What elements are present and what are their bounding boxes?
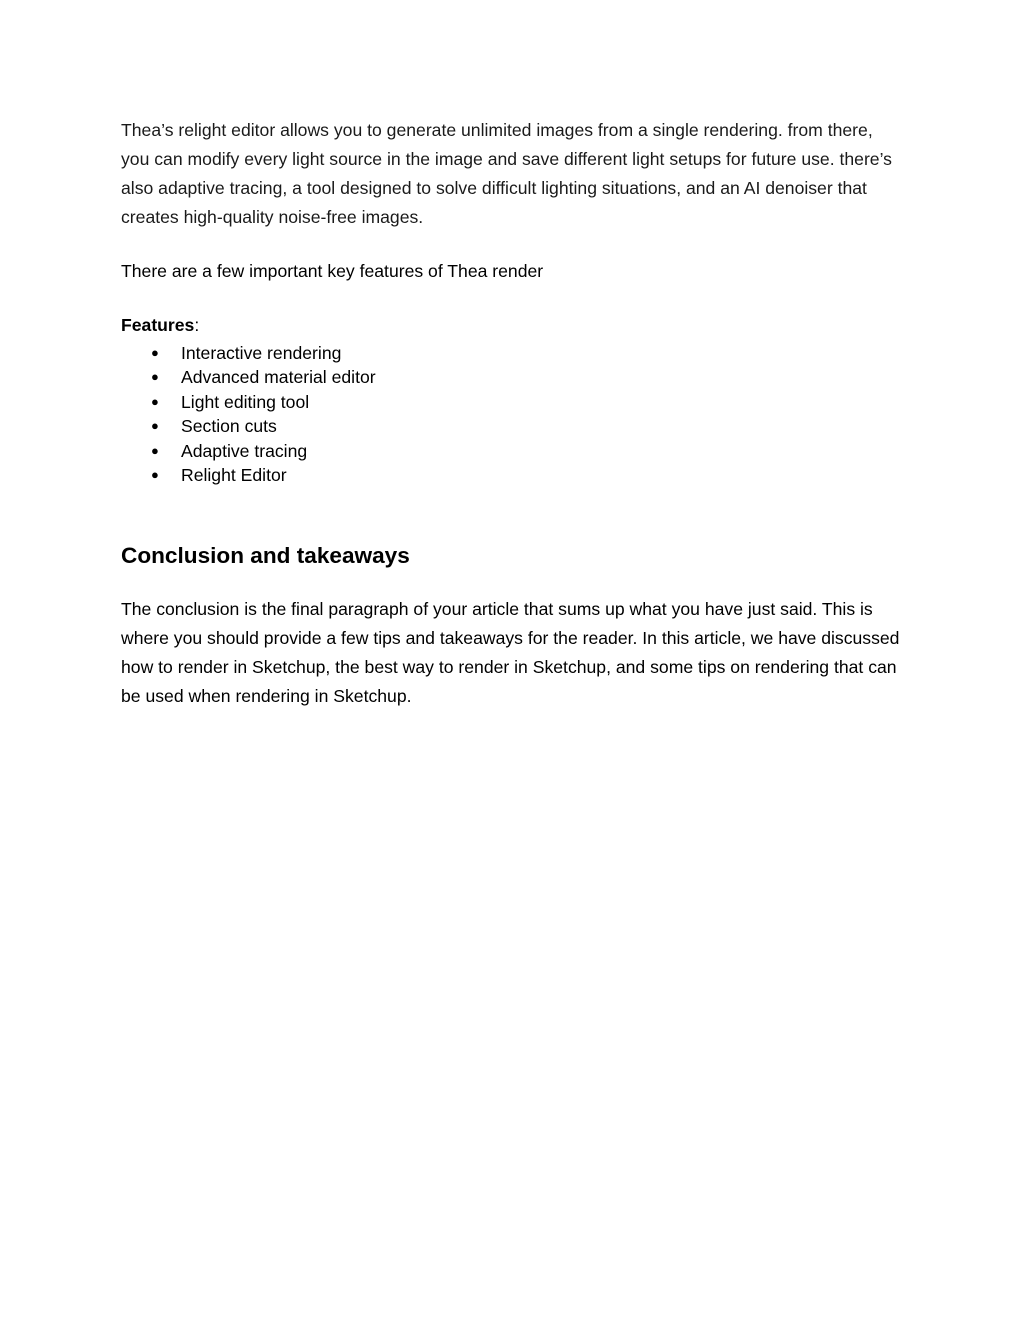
bullet-icon: ● <box>151 442 159 458</box>
feature-item-label: Interactive rendering <box>181 343 342 363</box>
key-features-sentence: There are a few important key features of Thea render <box>121 261 544 281</box>
conclusion-heading: Conclusion and takeaways <box>121 543 410 569</box>
feature-item-label: Adaptive tracing <box>181 440 308 461</box>
bullet-icon: ● <box>151 345 159 360</box>
intro-paragraph: Thea’s relight editor allows you to generate unlimited images from a single rendering. from there, you can modify every light source in the image and save different light setups for future use. there’s also adaptive tracing, a tool designed to solve difficult lighting situations, and an AI denoiser that creates high-quality noise-free images. <box>121 120 892 227</box>
bullet-icon: ● <box>151 369 159 385</box>
list-item <box>121 414 901 438</box>
bullet-icon: ● <box>151 418 159 434</box>
list-item <box>121 390 901 414</box>
bullet-icon: ● <box>151 467 159 483</box>
features-heading <box>121 311 901 339</box>
bullet-icon: ● <box>151 393 159 409</box>
features-label: Features <box>121 315 195 335</box>
feature-item-label: Relight Editor <box>181 465 287 486</box>
document-page <box>121 116 901 711</box>
conclusion-paragraph: The conclusion is the final paragraph of your article that sums up what you have just said. This is where you should provide a few tips and takeaways for the reader. In this article, we have discussed how to render in Sketchup, the best way to render in Sketchup, and some tips on rendering that can be used when rendering in Sketchup. <box>121 599 900 707</box>
feature-item-label: Section cuts <box>181 416 277 437</box>
list-item <box>121 341 901 365</box>
feature-item-label: Light editing tool <box>181 391 310 412</box>
features-list <box>121 341 901 487</box>
list-item <box>121 439 901 463</box>
features-colon: : <box>194 315 200 335</box>
list-item <box>121 365 901 389</box>
list-item <box>121 463 901 487</box>
feature-item-label: Advanced material editor <box>181 367 376 388</box>
